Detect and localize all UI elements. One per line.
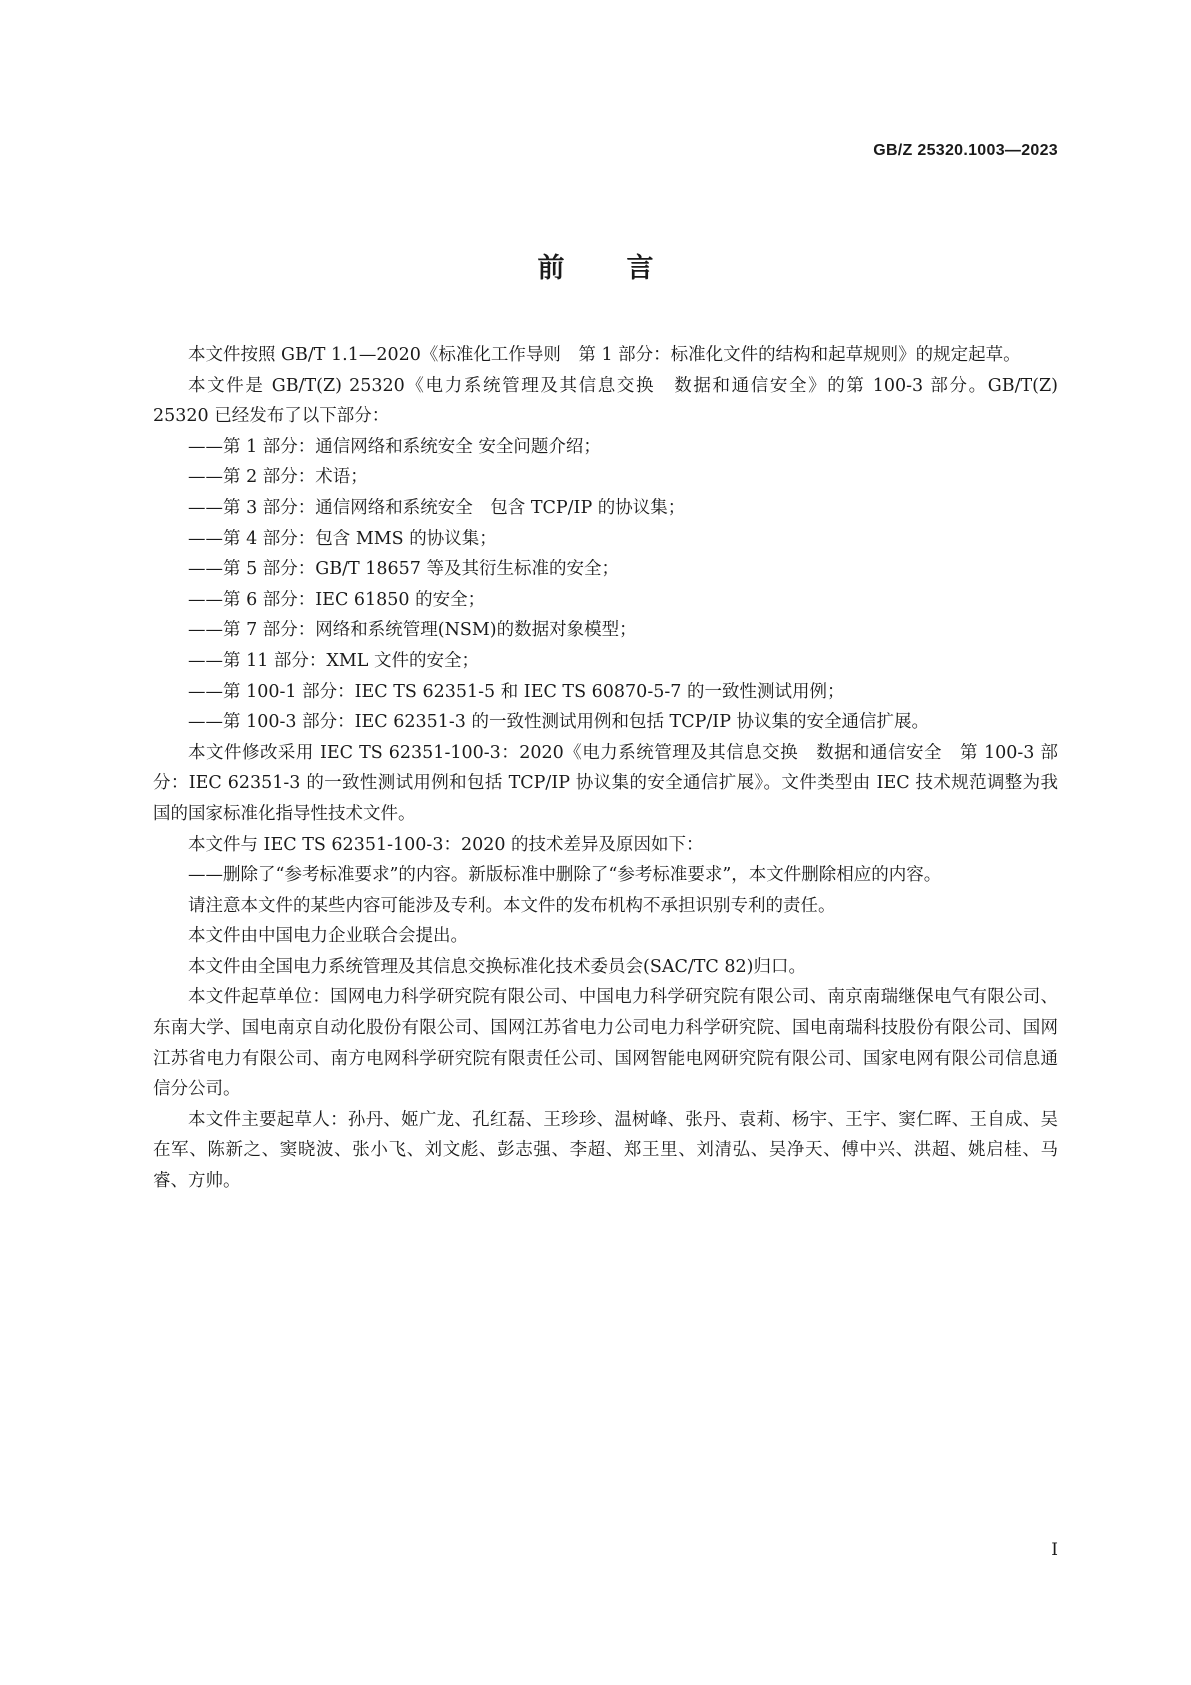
paragraph-differences: 本文件与 IEC TS 62351-100-3：2020 的技术差异及原因如下：: [188, 834, 704, 855]
list-item-part: ——第 11 部分：XML 文件的安全；: [188, 650, 479, 671]
paragraph-adoption: 本文件修改采用 IEC TS 62351-100-3：2020《电力系统管理及其信息交换 数据和通信安全 第 100-3 部分：IEC 62351-3 的一致性测试用例和包括 TCP/IP 协议集的安全通信扩展》。文件类型由 IEC 技术规范调整为我国的国家标准化指导性技术文件。: [153, 742, 1058, 824]
list-item-part: ——第 3 部分：通信网络和系统安全 包含 TCP/IP 的协议集；: [188, 497, 686, 518]
list-item-part: ——第 7 部分：网络和系统管理(NSM)的数据对象模型；: [188, 620, 637, 641]
list-item-part: ——第 100-3 部分：IEC 62351-3 的一致性测试用例和包括 TCP/IP 协议集的安全通信扩展。: [188, 712, 930, 733]
list-item-part: ——第 100-1 部分：IEC TS 62351-5 和 IEC TS 60870-5-7 的一致性测试用例；: [188, 681, 845, 702]
list-item-difference: ——删除了“参考标准要求”的内容。新版标准中删除了“参考标准要求”，本文件删除相应的内容。: [188, 865, 942, 886]
paragraph-drafters: 本文件主要起草人：孙丹、姬广龙、孔红磊、王珍珍、温树峰、张丹、袁莉、杨宇、王宇、窦仁晖、王自成、吴在军、陈新之、窦晓波、张小飞、刘文彪、彭志强、李超、郑王里、刘清弘、吴净天、傅中兴、洪超、姚启桂、马睿、方帅。: [153, 1109, 1058, 1192]
page-number: I: [1051, 1540, 1058, 1560]
list-item-part: ——第 5 部分：GB/T 18657 等及其衍生标准的安全；: [188, 559, 619, 580]
paragraph-series-intro: 本文件是 GB/T(Z) 25320《电力系统管理及其信息交换 数据和通信安全》的第 100-3 部分。GB/T(Z) 25320 已经发布了以下部分：: [153, 375, 1058, 427]
paragraph-proposer: 本文件由中国电力企业联合会提出。: [188, 926, 468, 947]
document-id: GB/Z 25320.1003—2023: [873, 142, 1058, 159]
foreword-body: [153, 340, 1058, 1197]
paragraph-patent-notice: 请注意本文件的某些内容可能涉及专利。本文件的发布机构不承担识别专利的责任。: [188, 895, 836, 916]
paragraph-committee: 本文件由全国电力系统管理及其信息交换标准化技术委员会(SAC/TC 82)归口。: [188, 956, 806, 977]
paragraph-drafting-rules: 本文件按照 GB/T 1.1—2020《标准化工作导则 第 1 部分：标准化文件的结构和起草规则》的规定起草。: [188, 345, 1021, 365]
paragraph-drafting-organizations: 本文件起草单位：国网电力科学研究院有限公司、中国电力科学研究院有限公司、南京南瑞继保电气有限公司、东南大学、国电南京自动化股份有限公司、国网江苏省电力公司电力科学研究院、国电南瑞科技股份有限公司、国网江苏省电力有限公司、南方电网科学研究院有限责任公司、国网智能电网研究院有限公司、国家电网有限公司信息通信分公司。: [153, 987, 1058, 1100]
list-item-part: ——第 1 部分：通信网络和系统安全 安全问题介绍；: [188, 436, 601, 457]
page-title: 前言: [537, 253, 716, 284]
list-item-part: ——第 2 部分：术语；: [188, 467, 368, 488]
list-item-part: ——第 6 部分：IEC 61850 的安全；: [188, 589, 486, 610]
list-item-part: ——第 4 部分：包含 MMS 的协议集；: [188, 528, 497, 549]
